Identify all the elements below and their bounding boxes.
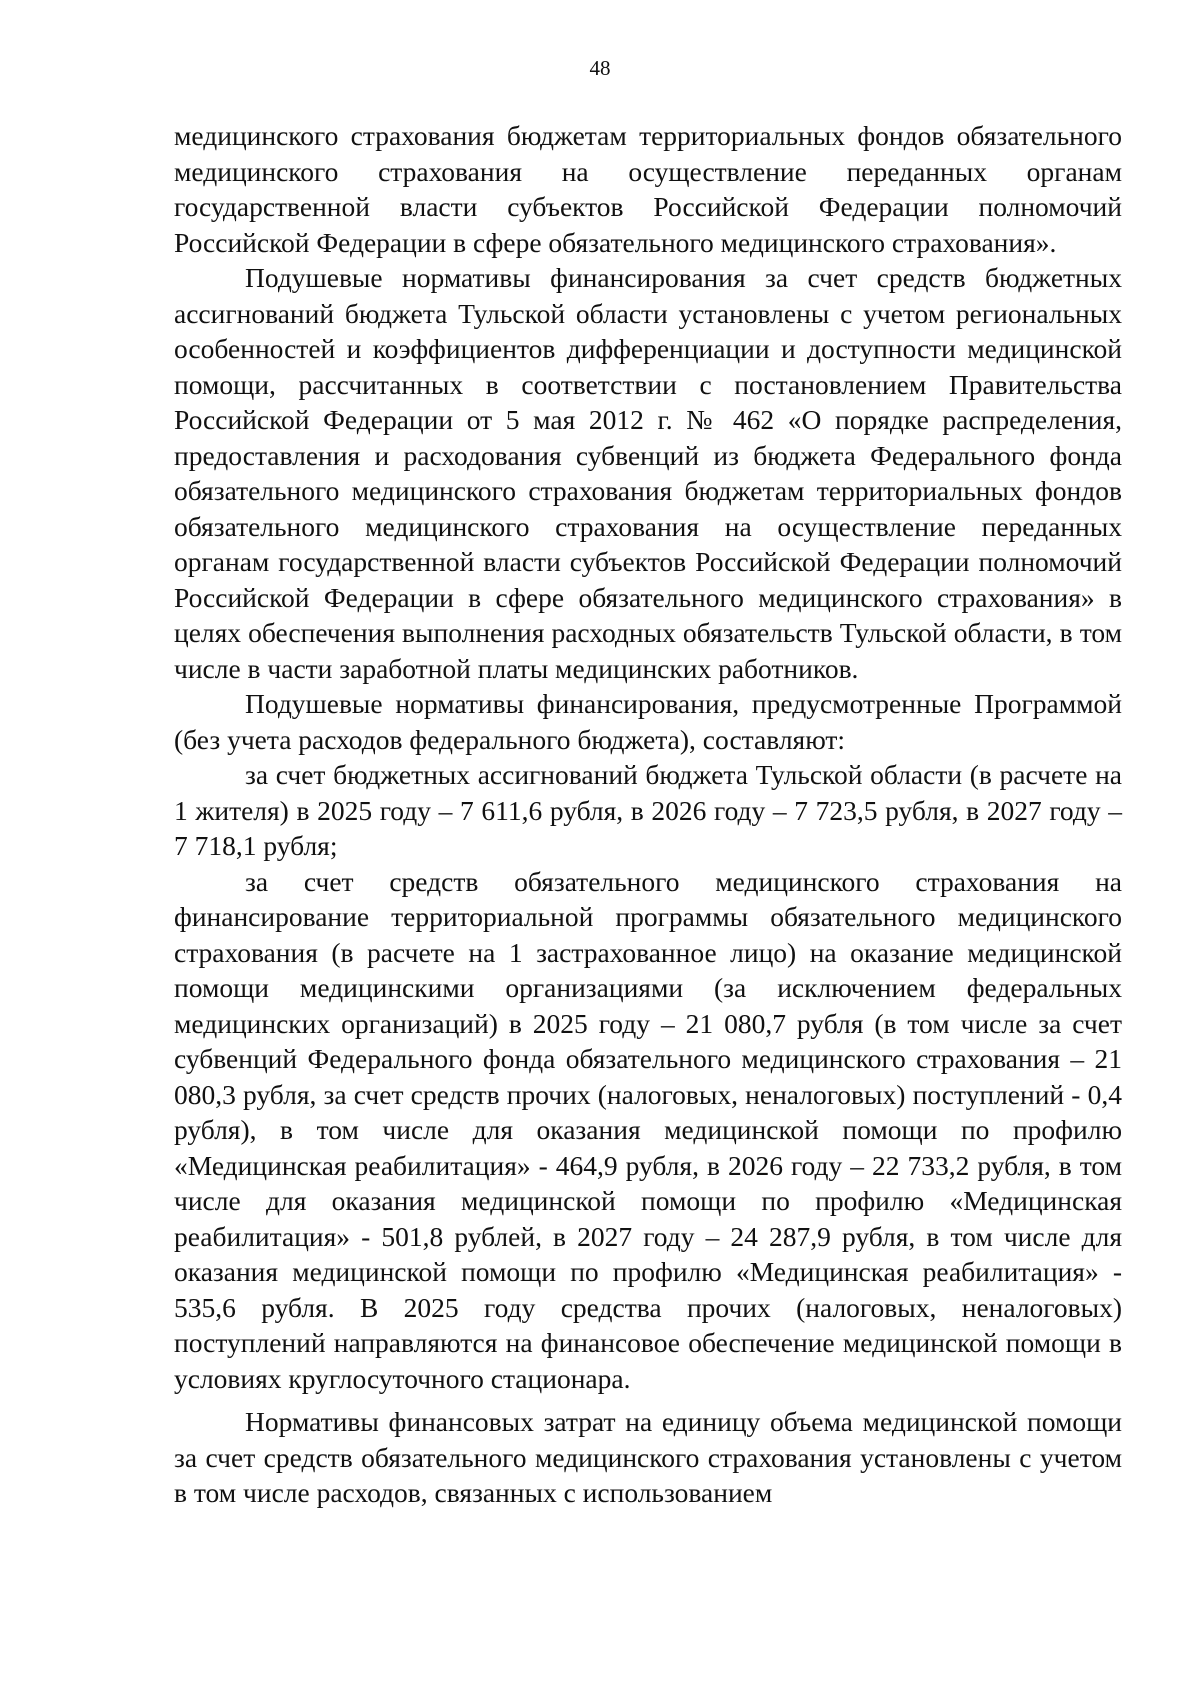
page-number: 48 xyxy=(589,56,611,80)
paragraph-per-capita-norms-regional: Подушевые нормативы финансирования за счет средств бюджетных ассигнований бюджета Тульской области установлены с учетом региональных особенностей и коэффициентов дифференциации и доступности медицинской помощи, рассчитанных в соответствии с постановлением Правительства Российской Федерации от 5 мая 2012 г. № 462 «О порядке распределения, предоставления и расходования субвенций из бюджета Федерального фонда обязательного медицинского страхования бюджетам территориальных фондов обязательного медицинского страхования на осуществление переданных органам государственной власти субъектов Российской Федерации полномочий Российской Федерации в сфере обязательного медицинского страхования» в целях обеспечения выполнения расходных обязательств Тульской области, в том числе в части заработной платы медицинских работников. xyxy=(174,262,1122,684)
paragraph-unit-cost-norms: Нормативы финансовых затрат на единицу объема медицинской помощи за счет средств обязательного медицинского страхования установлены с учетом в том числе расходов, связанных с использованием xyxy=(174,1406,1122,1508)
paragraph-regional-budget-amounts: за счет бюджетных ассигнований бюджета Тульской области (в расчете на 1 жителя) в 2025 году – 7 611,6 рубля, в 2026 году – 7 723,5 рубля, в 2027 году – 7 718,1 рубля; xyxy=(174,759,1122,861)
document-body xyxy=(174,118,1122,1511)
paragraph-oms-amounts: за счет средств обязательного медицинского страхования на финансирование территориальной программы обязательного медицинского страхования (в расчете на 1 застрахованное лицо) на оказание медицинской помощи медицинскими организациями (за исключением федеральных медицинских организаций) в 2025 году – 21 080,7 рубля (в том числе за счет субвенций Федерального фонда обязательного медицинского страхования – 21 080,3 рубля, за счет средств прочих (налоговых, неналоговых) поступлений - 0,4 рубля), в том числе для оказания медицинской помощи по профилю «Медицинская реабилитация» - 464,9 рубля, в 2026 году – 22 733,2 рубля, в том числе для оказания медицинской помощи по профилю «Медицинская реабилитация» - 501,8 рублей, в 2027 году – 24 287,9 рубля, в том числе для оказания медицинской помощи по профилю «Медицинская реабилитация» - 535,6 рубля. В 2025 году средства прочих (налоговых, неналоговых) поступлений направляются на финансовое обеспечение медицинской помощи в условиях круглосуточного стационара. xyxy=(174,865,1122,1394)
paragraph-per-capita-norms-program: Подушевые нормативы финансирования, предусмотренные Программой (без учета расходов федерального бюджета), составляют: xyxy=(174,688,1122,755)
paragraph-continuation: медицинского страхования бюджетам территориальных фондов обязательного медицинского страхования на осуществление переданных органам государственной власти субъектов Российской Федерации полномочий Российской Федерации в сфере обязательного медицинского страхования». xyxy=(174,120,1122,258)
